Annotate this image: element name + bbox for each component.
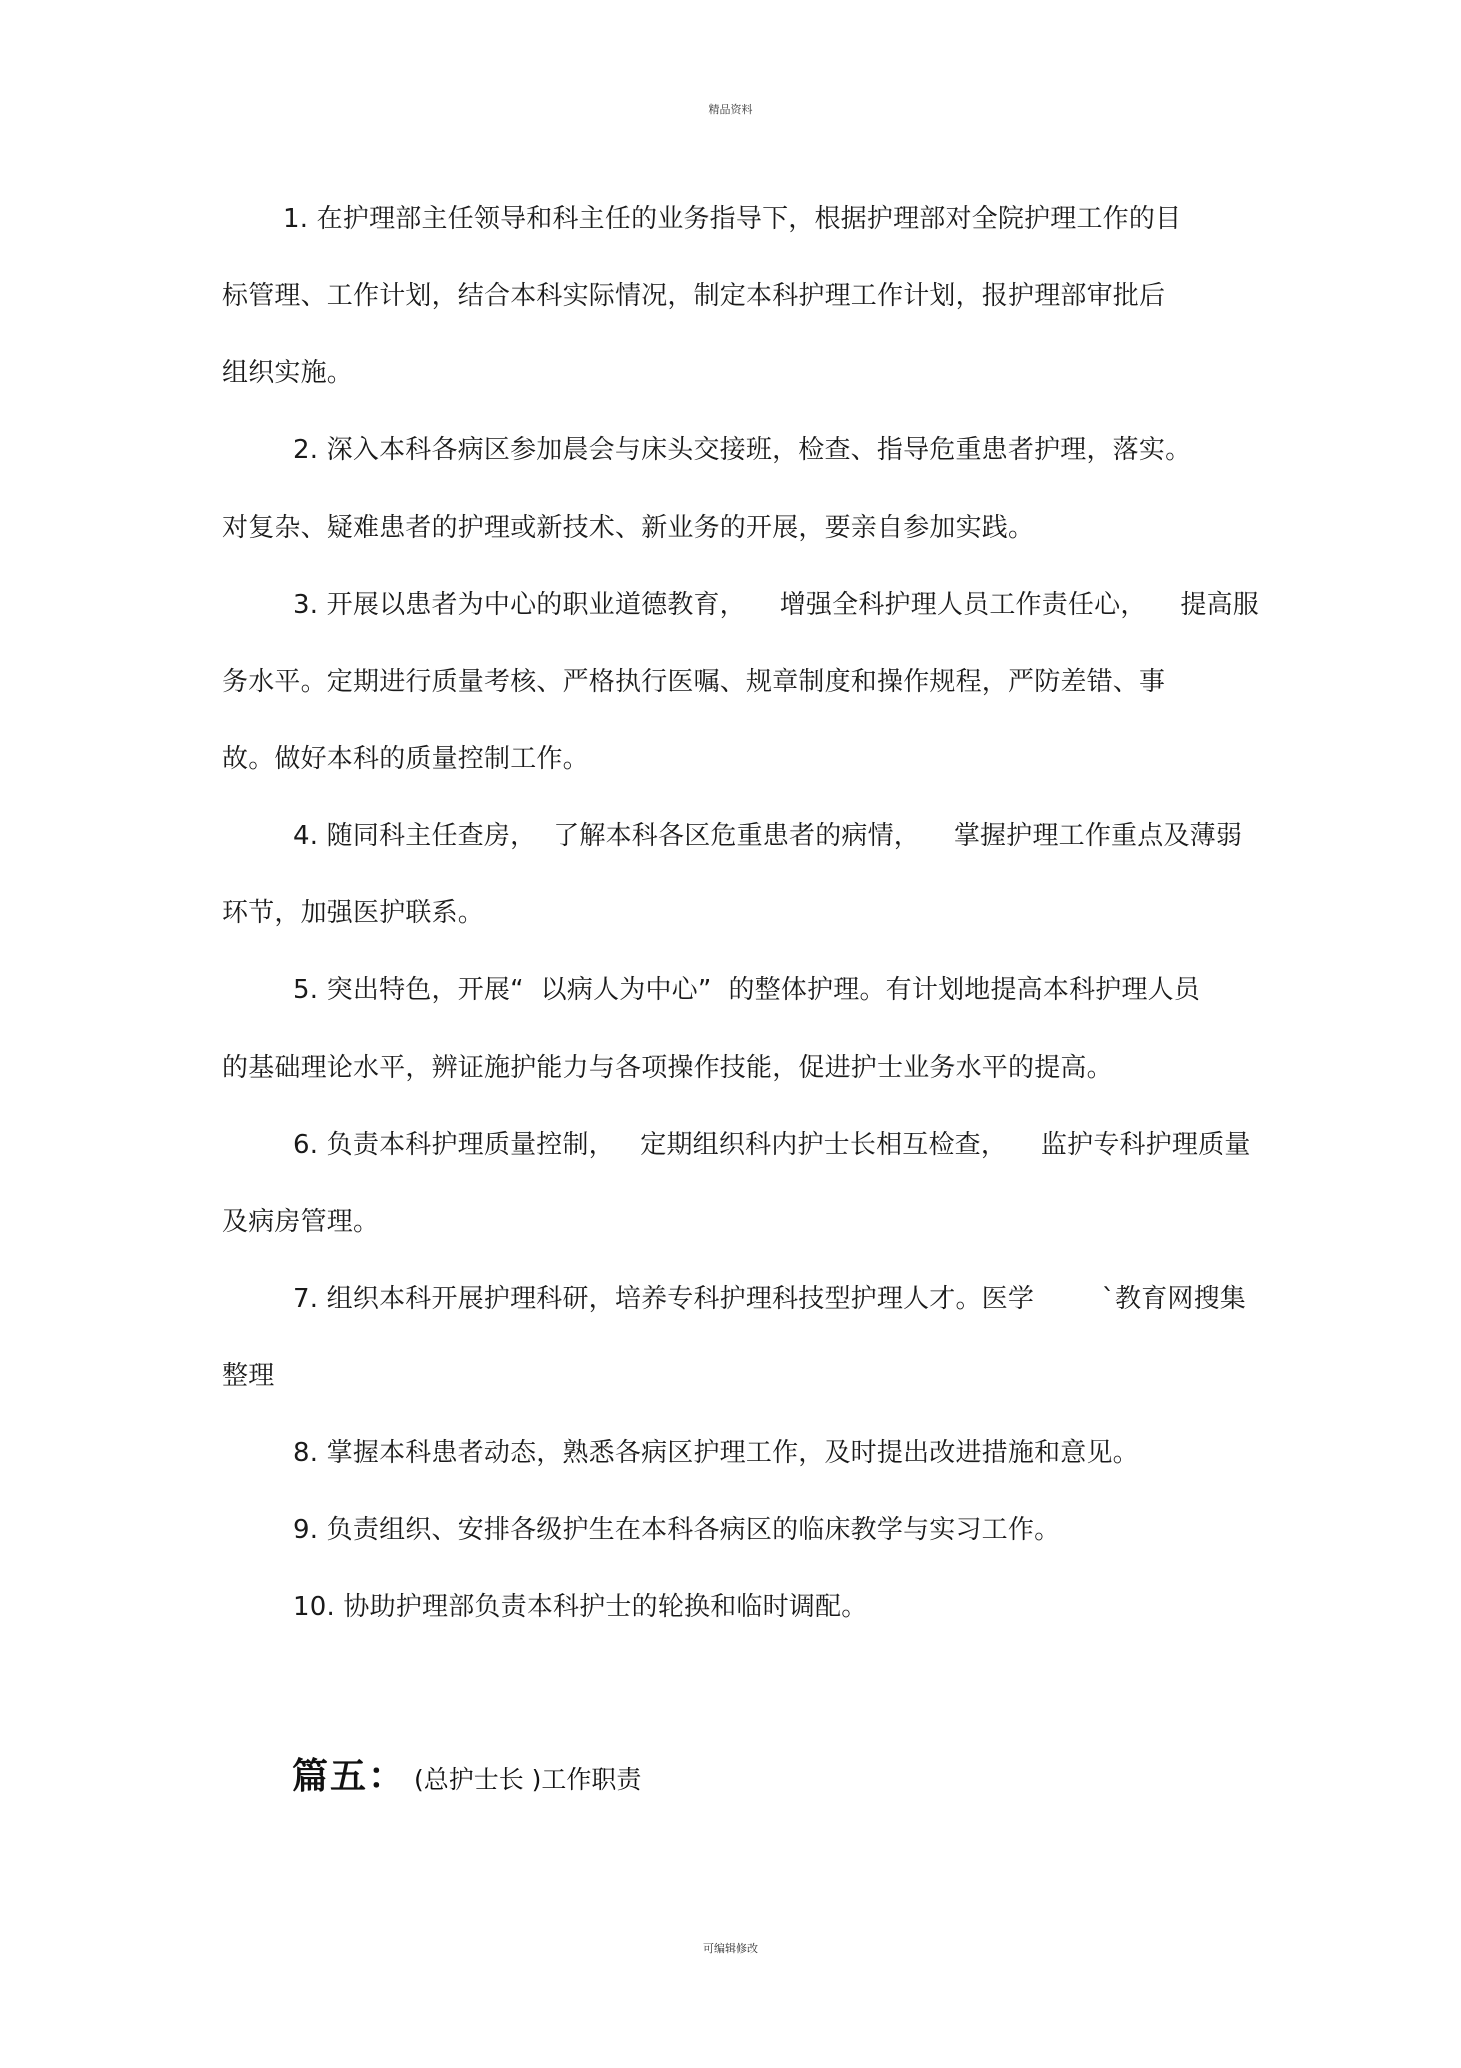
duty-2-line-1: 2. 深入本科各病区参加晨会与床头交接班，检查、指导危重患者护理，落实。 xyxy=(293,435,1192,465)
duty-6-line-1: 6. 负责本科护理质量控制， 定期组织科内护士长相互检查， 监护专科护理质量 xyxy=(293,1130,1251,1160)
duty-7-line-2: 整理 xyxy=(222,1361,275,1391)
duty-4-line-2: 环节，加强医护联系。 xyxy=(222,898,485,928)
duty-7-line-1: 7. 组织本科开展护理科研，培养专科护理科技型护理人才。医学 `教育网搜集 xyxy=(293,1284,1246,1314)
duty-10-line-1: 10. 协助护理部负责本科护士的轮换和临时调配。 xyxy=(293,1592,868,1622)
duty-3-line-1: 3. 开展以患者为中心的职业道德教育， 增强全科护理人员工作责任心， 提高服 xyxy=(293,590,1259,620)
duty-4-line-1: 4. 随同科主任查房， 了解本科各区危重患者的病情， 掌握护理工作重点及薄弱 xyxy=(293,821,1243,851)
duty-1-line-2: 标管理、工作计划，结合本科实际情况，制定本科护理工作计划，报护理部审批后 xyxy=(222,281,1166,311)
page-footer-note: 可编辑修改 xyxy=(703,1942,758,1955)
section-heading xyxy=(292,1755,641,1805)
duty-5-line-1: 5. 突出特色，开展“ 以病人为中心” 的整体护理。有计划地提高本科护理人员 xyxy=(293,975,1201,1005)
section-heading-prefix: 篇五： xyxy=(292,1756,407,1797)
duty-8-line-1: 8. 掌握本科患者动态，熟悉各病区护理工作，及时提出改进措施和意见。 xyxy=(293,1438,1139,1468)
duty-3-line-2: 务水平。定期进行质量考核、严格执行医嘱、规章制度和操作规程，严防差错、事 xyxy=(222,667,1166,697)
duty-1-line-1: 1. 在护理部主任领导和科主任的业务指导下，根据护理部对全院护理工作的目 xyxy=(283,204,1182,234)
duty-6-line-2: 及病房管理。 xyxy=(222,1207,380,1237)
duty-9-line-1: 9. 负责组织、安排各级护生在本科各病区的临床教学与实习工作。 xyxy=(293,1515,1061,1545)
duty-3-line-3: 故。做好本科的质量控制工作。 xyxy=(222,744,589,774)
page-header-note: 精品资料 xyxy=(708,103,753,116)
duty-2-line-2: 对复杂、疑难患者的护理或新技术、新业务的开展，要亲自参加实践。 xyxy=(222,513,1035,543)
duty-1-line-3: 组织实施。 xyxy=(222,358,354,388)
duty-5-line-2: 的基础理论水平，辨证施护能力与各项操作技能，促进护士业务水平的提高。 xyxy=(222,1053,1113,1083)
section-heading-title: (总护士长 )工作职责 xyxy=(406,1765,642,1794)
